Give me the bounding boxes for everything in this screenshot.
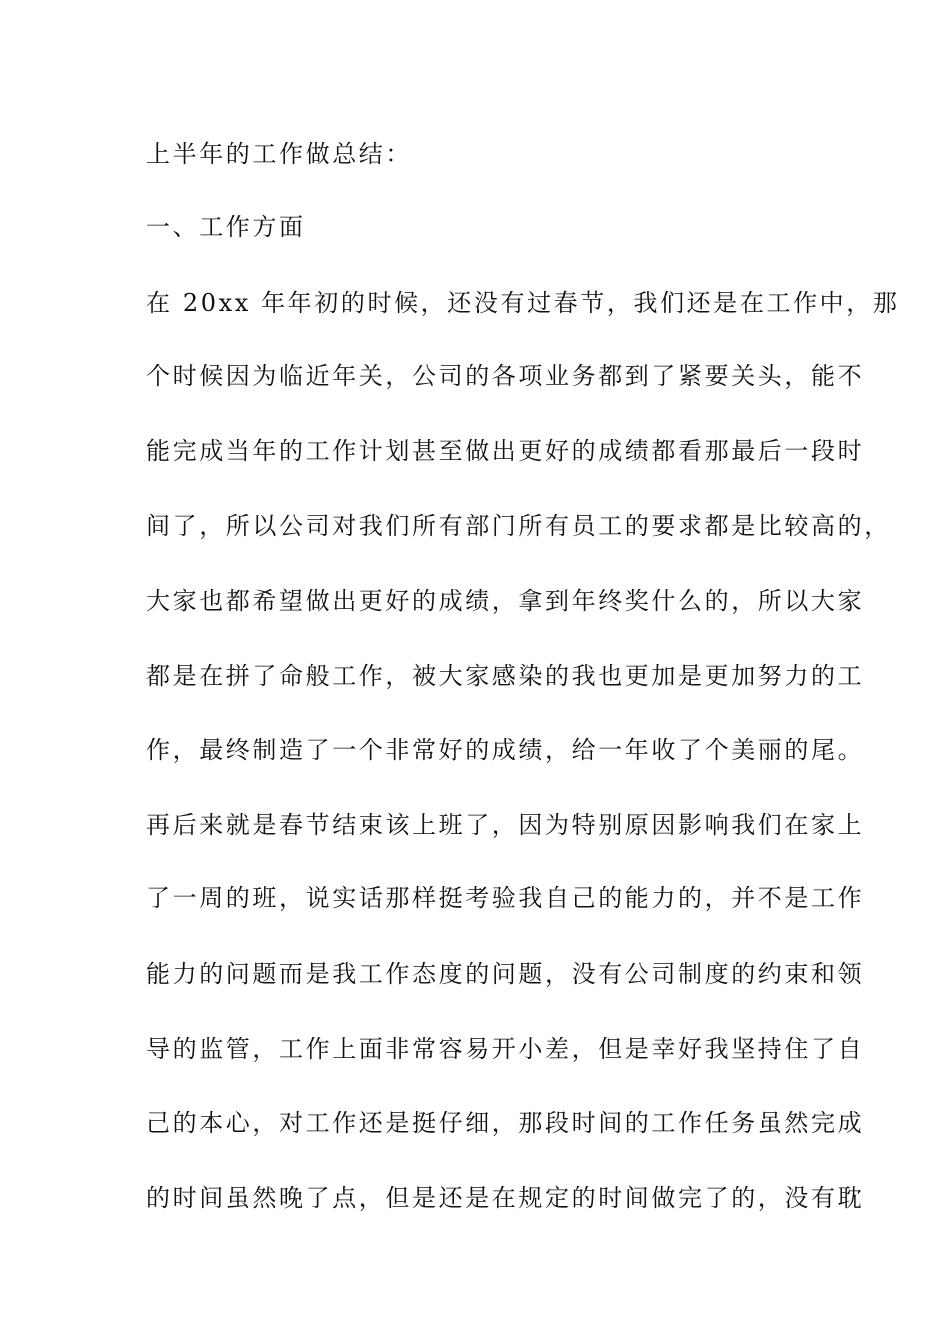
summary-heading: 上半年的工作做总结： [146,140,412,168]
paragraph-line: 能完成当年的工作计划甚至做出更好的成绩都看那最后一段时 [146,437,865,465]
paragraph-line: 间了，所以公司对我们所有部门所有员工的要求都是比较高的， [146,512,891,540]
paragraph-line: 能力的问题而是我工作态度的问题，没有公司制度的约束和领 [146,960,865,988]
paragraph-line: 都是在拼了命般工作，被大家感染的我也更加是更加努力的工 [146,662,865,690]
paragraph-line: 大家也都希望做出更好的成绩，拿到年终奖什么的，所以大家 [146,587,865,615]
paragraph-line: 己的本心，对工作还是挺仔细，那段时间的工作任务虽然完成 [146,1109,865,1137]
paragraph-line: 了一周的班，说实话那样挺考验我自己的能力的，并不是工作 [146,884,865,912]
paragraph-line: 导的监管，工作上面非常容易开小差，但是幸好我坚持住了自 [146,1035,865,1063]
section-heading: 一、工作方面 [146,213,306,241]
paragraph-line: 的时间虽然晚了点，但是还是在规定的时间做完了的，没有耽 [146,1184,865,1212]
paragraph-line: 个时候因为临近年关，公司的各项业务都到了紧要关头，能不 [146,362,865,390]
paragraph-line: 再后来就是春节结束该上班了，因为特别原因影响我们在家上 [146,811,865,839]
paragraph-line: 在 20xx 年年初的时候，还没有过春节，我们还是在工作中，那 [146,289,900,317]
paragraph-line: 作，最终制造了一个非常好的成绩，给一年收了个美丽的尾。 [146,736,865,764]
